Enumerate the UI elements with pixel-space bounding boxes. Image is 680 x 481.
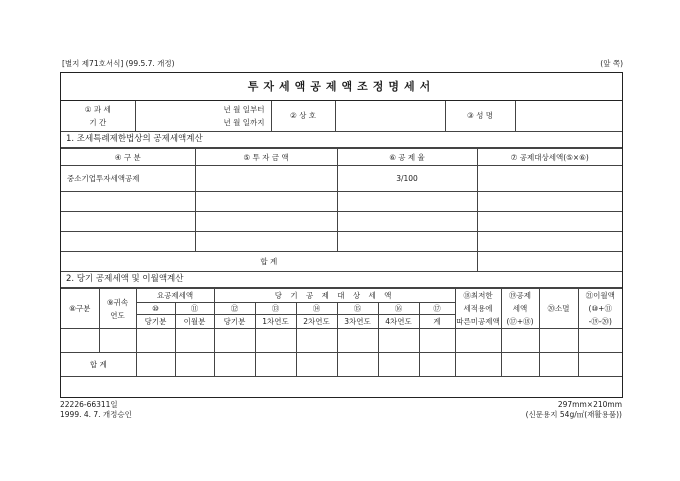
col-target-tax: ⑦ 공제대상세액(⑤×⑥) [477,149,622,166]
col-s2-required: 요공제세액 [136,289,214,303]
blank-cell[interactable] [419,353,455,377]
blank-cell[interactable] [296,329,337,353]
sub-17-num: ⑰ [419,302,455,315]
blank-cell[interactable] [61,192,195,212]
sub-17-label: 계 [419,315,455,329]
form-title: 투자세액공제액조정명세서 [61,73,622,101]
blank-cell[interactable] [195,212,337,232]
page-side-label: (앞 쪽) [600,59,623,68]
blank-cell[interactable] [455,353,501,377]
col-s2-year: ⑨귀속 연도 [99,289,136,329]
blank-cell[interactable] [296,353,337,377]
sub-15-label: 3차연도 [337,315,378,329]
form-code: 22226-66311일 [60,400,118,409]
col-s2-carryover: ㉑이월액 (⑩+⑪ -⑲-⑳) [578,289,622,329]
sub-13-label: 1차연도 [255,315,296,329]
col-s2-extinct: ⑳소멸 [539,289,578,329]
blank-cell[interactable] [136,329,175,353]
col-s2-current-target: 당 기 공 제 대 상 세 액 [214,289,455,303]
sub-11-num: ⑪ [175,302,214,315]
blank-cell[interactable] [61,329,99,353]
company-label: ② 상 호 [271,101,335,131]
blank-cell[interactable] [61,212,195,232]
paper-size: 297mm×210mm [557,400,622,409]
col-investment: ⑤ 투 자 금 액 [195,149,337,166]
paper-type: (신문용지 54g/㎡(재활용품)) [525,410,622,419]
row-sme-investment[interactable] [195,166,337,192]
section2-total-label: 합 계 [61,353,136,377]
sub-10-num: ⑩ [136,302,175,315]
sub-13-num: ⑬ [255,302,296,315]
blank-cell[interactable] [337,232,477,252]
section1-total-label: 합 계 [61,252,477,272]
blank-cell[interactable] [378,353,419,377]
col-division: ④ 구 분 [61,149,195,166]
sub-11-label: 이월분 [175,315,214,329]
blank-cell[interactable] [175,329,214,353]
section1-table [61,148,622,272]
blank-cell[interactable] [136,353,175,377]
sub-16-num: ⑯ [378,302,419,315]
section1-title: 1. 조세특례제한법상의 공제세액계산 [61,131,622,148]
col-s2-division: ⑧구분 [61,289,99,329]
blank-cell[interactable] [337,192,477,212]
blank-cell[interactable] [539,353,578,377]
company-field[interactable] [335,101,445,131]
sub-15-num: ⑮ [337,302,378,315]
sub-10-label: 당기분 [136,315,175,329]
blank-cell[interactable] [477,212,622,232]
col-rate: ⑥ 공 제 율 [337,149,477,166]
blank-cell[interactable] [99,329,136,353]
footer-left [60,400,132,420]
row-sme-target[interactable] [477,166,622,192]
blank-cell[interactable] [195,192,337,212]
blank-cell[interactable] [501,329,539,353]
blank-cell[interactable] [455,329,501,353]
blank-cell[interactable] [539,329,578,353]
tax-form [60,72,623,398]
name-field[interactable] [515,101,622,131]
row-sme-label: 중소기업투자세액공제 [61,166,195,192]
approval-date: 1999. 4. 7. 개정승인 [60,410,132,419]
sub-14-label: 2차연도 [296,315,337,329]
info-table [61,101,622,132]
blank-cell[interactable] [175,353,214,377]
period-field[interactable]: 년 월 일부터 년 월 일까지 [135,101,271,131]
period-label: ① 과 세 기 간 [61,101,135,131]
blank-cell[interactable] [214,353,255,377]
sub-12-label: 당기분 [214,315,255,329]
blank-cell[interactable] [419,329,455,353]
sub-12-num: ⑫ [214,302,255,315]
blank-cell[interactable] [214,329,255,353]
footer-right [526,400,622,420]
blank-cell[interactable] [255,329,296,353]
blank-cell[interactable] [477,192,622,212]
blank-cell[interactable] [337,329,378,353]
section2-title: 2. 당기 공제세액 및 이월액계산 [61,271,622,288]
blank-cell[interactable] [61,232,195,252]
row-sme-rate: 3/100 [337,166,477,192]
section1-total-value[interactable] [477,252,622,272]
blank-cell[interactable] [378,329,419,353]
name-label: ③ 성 명 [445,101,515,131]
blank-cell[interactable] [337,212,477,232]
section2-table [61,288,622,377]
col-s2-minimum-tax: ⑱최저한 세적용에 따른미공제액 [455,289,501,329]
sub-14-num: ⑭ [296,302,337,315]
blank-cell[interactable] [337,353,378,377]
blank-cell[interactable] [255,353,296,377]
blank-cell[interactable] [501,353,539,377]
blank-cell[interactable] [195,232,337,252]
blank-cell[interactable] [578,329,622,353]
form-reference: [별지 제71호서식] (99.5.7. 개정) [62,59,175,68]
col-s2-deducted: ⑲공제 세액 (⑰+⑱) [501,289,539,329]
blank-cell[interactable] [477,232,622,252]
sub-16-label: 4차연도 [378,315,419,329]
blank-cell[interactable] [578,353,622,377]
